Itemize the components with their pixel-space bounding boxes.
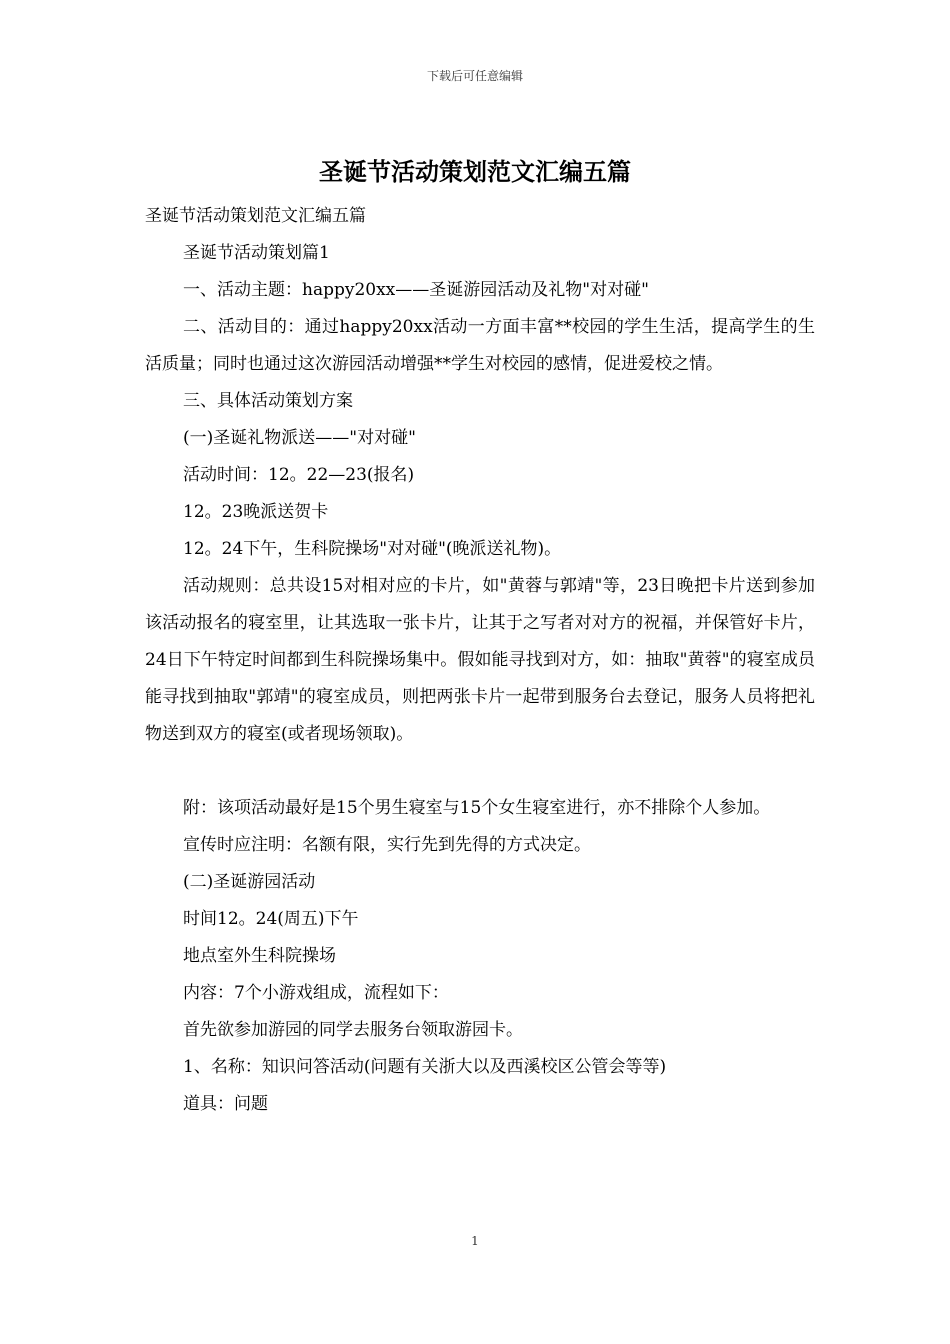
paragraph-game-1-props: 道具：问题	[183, 1094, 268, 1114]
paragraph-garden-time: 时间12。24(周五)下午	[183, 909, 359, 929]
paragraph-card-delivery: 12。23晚派送贺卡	[183, 502, 329, 522]
paragraph-theme: 一、活动主题：happy20xx——圣诞游园活动及礼物"对对碰"	[183, 280, 649, 300]
paragraph-gift-delivery: 12。24下午，生科院操场"对对碰"(晚派送礼物)。	[183, 539, 562, 559]
paragraph-garden-card: 首先欲参加游园的同学去服务台领取游园卡。	[183, 1020, 523, 1040]
paragraph-publicity: 宣传时应注明：名额有限，实行先到先得的方式决定。	[183, 835, 591, 855]
page-number: 1	[471, 1234, 479, 1248]
paragraph-gift-heading: (一)圣诞礼物派送——"对对碰"	[183, 428, 416, 448]
paragraph-garden-content: 内容：7个小游戏组成，流程如下：	[183, 983, 449, 1003]
paragraph-appendix: 附：该项活动最好是15个男生寝室与15个女生寝室进行，亦不排除个人参加。	[183, 798, 771, 818]
paragraph-purpose: 二、活动目的：通过happy20xx活动一方面丰富**校园的学生生活，提高学生的生活质量；同时也通过这次游园活动增强**学生对校园的感情，促进爱校之情。	[145, 317, 815, 374]
paragraph-activity-time: 活动时间：12。22—23(报名)	[183, 465, 415, 485]
page-header-note: 下载后可任意编辑	[426, 69, 523, 83]
paragraph-subtitle: 圣诞节活动策划范文汇编五篇	[145, 206, 366, 226]
paragraph-plan-heading: 三、具体活动策划方案	[183, 391, 353, 411]
paragraph-game-1-name: 1、名称：知识问答活动(问题有关浙大以及西溪校区公管会等等)	[183, 1057, 667, 1077]
document-title: 圣诞节活动策划范文汇编五篇	[319, 157, 631, 186]
paragraph-section-heading: 圣诞节活动策划篇1	[183, 243, 330, 263]
paragraph-garden-location: 地点室外生科院操场	[183, 946, 336, 966]
paragraph-rules: 活动规则：总共设15对相对应的卡片，如"黄蓉与郭靖"等，23日晚把卡片送到参加该活动报名的寝室里，让其选取一张卡片，让其于之写者对对方的祝福，并保管好卡片，24日下午特定时间都到生科院操场集中。假如能寻找到对方，如：抽取"黄蓉"的寝室成员能寻找到抽取"郭靖"的寝室成员，则把两张卡片一起带到服务台去登记，服务人员将把礼物送到双方的寝室(或者现场领取)。	[145, 576, 815, 744]
document-body	[145, 198, 815, 1123]
paragraph-garden-heading: (二)圣诞游园活动	[183, 872, 316, 892]
